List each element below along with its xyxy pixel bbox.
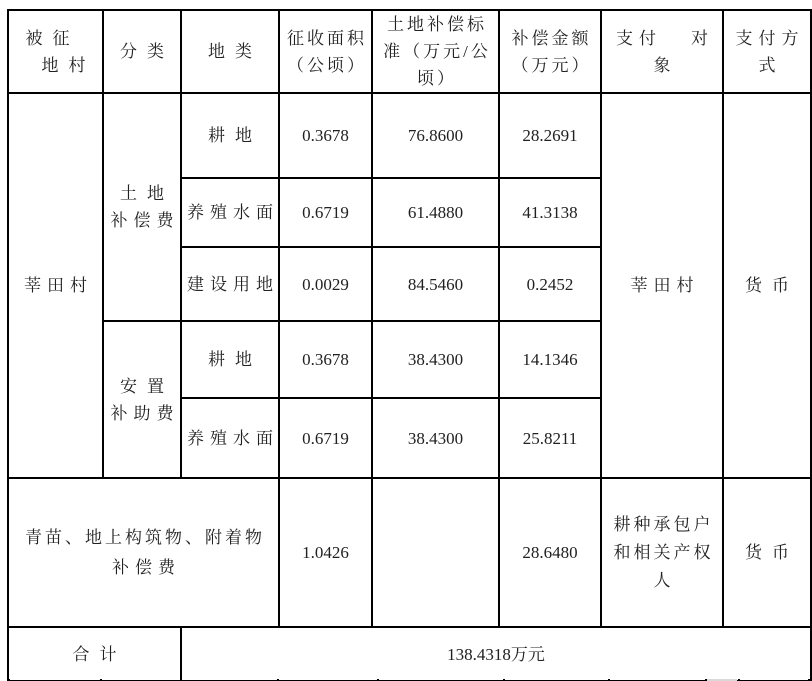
cell-amount: 28.2691	[499, 93, 601, 178]
cell-area: 0.3678	[279, 321, 372, 398]
table-row-total	[8, 627, 811, 681]
cell-area: 0.0029	[279, 247, 372, 321]
header-expropriated-village-line1: 被征	[25, 28, 80, 48]
cell-land-type: 养殖水面	[181, 398, 279, 478]
cell-standard: 38.4300	[372, 321, 499, 398]
cell-amount: 25.8211	[499, 398, 601, 478]
cell-amount: 41.3138	[499, 178, 601, 247]
cell-area: 0.3678	[279, 93, 372, 178]
cell-pay-method-village: 货币	[723, 93, 811, 478]
cell-total-value: 138.4318万元	[181, 627, 811, 681]
cell-area: 0.6719	[279, 398, 372, 478]
cell-land-type: 建设用地	[181, 247, 279, 321]
cell-misc-payee: 耕种承包户 和相关产权 人	[601, 478, 723, 627]
cell-misc-compensation-label: 青苗、地上构筑物、附着物 补偿费	[8, 478, 279, 627]
cell-payee-village: 莘田村	[601, 93, 723, 478]
header-pay-target	[601, 10, 723, 93]
header-land-type: 地类	[181, 10, 279, 93]
cell-amount: 0.2452	[499, 247, 601, 321]
cell-standard: 38.4300	[372, 398, 499, 478]
cell-misc-area: 1.0426	[279, 478, 372, 627]
cell-amount: 14.1346	[499, 321, 601, 398]
cell-area: 0.6719	[279, 178, 372, 247]
cell-standard: 76.8600	[372, 93, 499, 178]
table-row-misc-compensation	[8, 478, 811, 627]
cell-misc-pay-method: 货币	[723, 478, 811, 627]
header-expropriated-village	[8, 10, 103, 93]
cell-standard: 61.4880	[372, 178, 499, 247]
cell-misc-standard-empty	[372, 478, 499, 627]
header-pay-method: 支付方 式	[723, 10, 811, 93]
header-row	[8, 10, 811, 93]
cell-land-type: 耕地	[181, 93, 279, 178]
header-expropriated-village-line2: 地村	[41, 55, 96, 75]
cell-standard: 84.5460	[372, 247, 499, 321]
header-category: 分类	[103, 10, 181, 93]
cell-misc-amount: 28.6480	[499, 478, 601, 627]
header-compensation-standard: 土地补偿标 准（万元/公 顷）	[372, 10, 499, 93]
table-row	[8, 93, 811, 178]
cell-total-label: 合计	[8, 627, 181, 681]
cell-village: 莘田村	[8, 93, 103, 478]
cell-land-type: 养殖水面	[181, 178, 279, 247]
land-compensation-table	[7, 9, 812, 681]
header-pay-target-line1: 支付 对	[616, 28, 708, 48]
header-compensation-amount: 补偿金额 （万元）	[499, 10, 601, 93]
header-pay-target-line2: 象	[653, 55, 671, 75]
cell-category-resettlement-subsidy: 安置 补助费	[103, 321, 181, 478]
cell-category-land-compensation: 土地 补偿费	[103, 93, 181, 321]
cell-land-type: 耕地	[181, 321, 279, 398]
header-area: 征收面积 （公顷）	[279, 10, 372, 93]
